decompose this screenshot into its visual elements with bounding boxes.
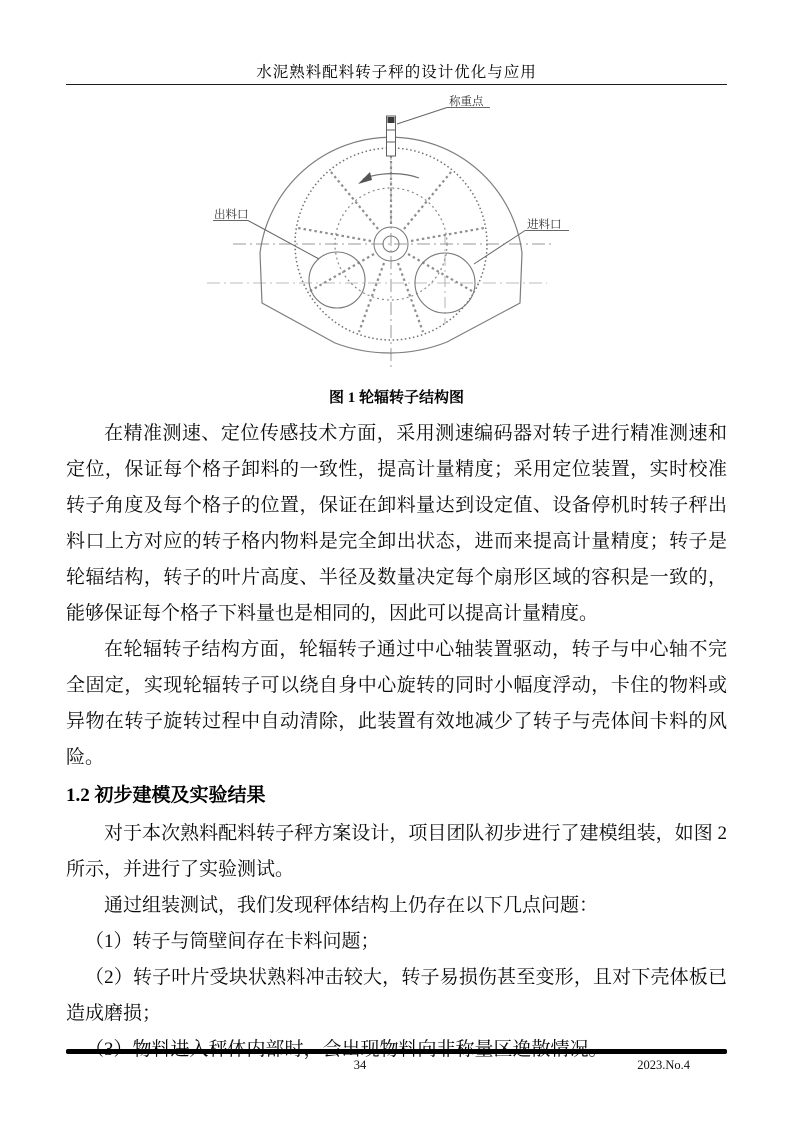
outlet-port-circle (309, 252, 365, 308)
running-head-title: 水泥熟料配料转子秤的设计优化与应用 (256, 64, 537, 81)
body-text (66, 416, 727, 1068)
figure-caption: 图 1 轮辐转子结构图 (328, 390, 464, 406)
centerlines (207, 118, 551, 370)
outlet-label: 出料口 (214, 209, 249, 221)
list-item-2: （2）转子叶片受块状熟料冲击较大，转子易损伤甚至变形，且对下壳体板已造成磨损； (66, 967, 727, 1024)
rotation-arrow (358, 172, 419, 184)
weigh-sensor (387, 116, 396, 156)
footer-rule (66, 1049, 727, 1054)
body-paragraph-4: 通过组装测试，我们发现秤体结构上仍存在以下几点问题： (104, 895, 599, 916)
list-item-1: （1）转子与筒壁间存在卡料问题； (85, 931, 380, 952)
rotor-structure-diagram (177, 92, 623, 392)
footer-page-number: 34 (353, 1058, 367, 1072)
footer-issue-label: 2023.No.4 (637, 1058, 690, 1072)
body-paragraph-1: 在精准测速、定位传感技术方面，采用测速编码器对转子进行精准测速和定位，保证每个格子卸料的一致性，提高计量精度；采用定位装置，实时校准转子角度及每个格子的位置，保证在卸料量达到设定值、设备停机时转子秤出料口上方对应的转子格内物料是完全卸出状态，进而来提高计量精度；转子是轮辐结构，转子的叶片高度、半径及数量决定每个扇形区域的容积是一致的，能够保证每个格子下料量也是相同的，因此可以提高计量精度。 (66, 423, 727, 624)
body-paragraph-3: 对于本次熟料配料转子秤方案设计，项目团队初步进行了建模组装，如图 2 所示，并进行了实验测试。 (66, 823, 727, 880)
weigh-point-label: 称重点 (449, 96, 484, 108)
body-paragraph-2: 在轮辐转子结构方面，轮辐转子通过中心轴装置驱动，转子与中心轴不完全固定，实现轮辐转子可以绕自身中心旋转的同时小幅度浮动，卡住的物料或异物在转子旋转过程中自动清除，此装置有效地减少了转子与壳体间卡料的风险。 (66, 639, 727, 768)
header-rule (66, 84, 727, 85)
inlet-label: 进料口 (527, 219, 562, 231)
section-heading-1-2: 1.2 初步建模及实验结果 (66, 785, 266, 806)
